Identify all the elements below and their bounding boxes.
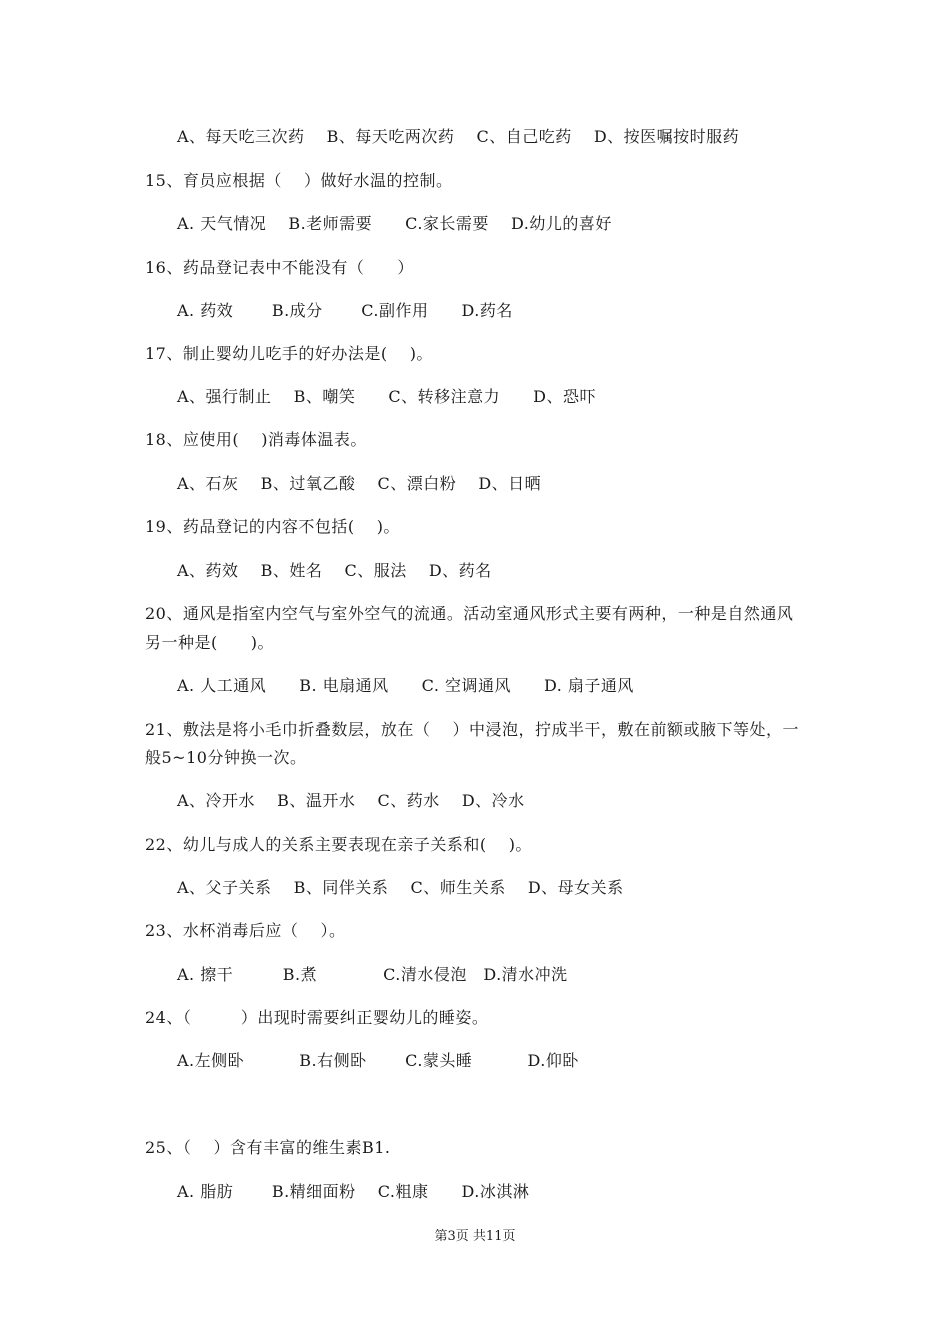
q18-options: A、石灰 B、过氧乙酸 C、漂白粉 D、日晒 [177, 474, 542, 493]
question-24: 24、（ ）出现时需要纠正婴幼儿的睡姿。 [145, 1008, 489, 1027]
question-25: 25、（ ）含有丰富的维生素B1. [145, 1138, 391, 1157]
question-17: 17、制止婴幼儿吃手的好办法是( )。 [145, 344, 433, 363]
question-23: 23、水杯消毒后应（ ）。 [145, 921, 346, 940]
q17-options: A、强行制止 B、嘲笑 C、转移注意力 D、恐吓 [177, 387, 596, 406]
q23-options: A. 擦干 B.煮 C.清水侵泡 D.清水冲洗 [177, 965, 568, 984]
q16-options: A. 药效 B.成分 C.副作用 D.药名 [177, 301, 513, 320]
question-21-line-2: 般5~10分钟换一次。 [145, 748, 307, 767]
question-15: 15、育员应根据（ ）做好水温的控制。 [145, 171, 453, 190]
q20-options: A. 人工通风 B. 电扇通风 C. 空调通风 D. 扇子通风 [177, 676, 634, 695]
q24-options: A.左侧卧 B.右侧卧 C.蒙头睡 D.仰卧 [177, 1051, 579, 1070]
q15-options: A. 天气情况 B.老师需要 C.家长需要 D.幼儿的喜好 [177, 214, 612, 233]
question-19: 19、药品登记的内容不包括( )。 [145, 517, 400, 536]
question-22: 22、幼儿与成人的关系主要表现在亲子关系和( )。 [145, 835, 532, 854]
q14-options: A、每天吃三次药 B、每天吃两次药 C、自己吃药 D、按医嘱按时服药 [177, 127, 740, 146]
q25-options: A. 脂肪 B.精细面粉 C.粗康 D.冰淇淋 [177, 1182, 530, 1201]
page-number-footer: 第3页 共11页 [434, 1229, 516, 1244]
question-18: 18、应使用( )消毒体温表。 [145, 430, 367, 449]
q21-options: A、冷开水 B、温开水 C、药水 D、冷水 [177, 791, 525, 810]
question-20-line-2: 另一种是( )。 [145, 633, 274, 652]
q19-options: A、药效 B、姓名 C、服法 D、药名 [177, 561, 492, 580]
q22-options: A、父子关系 B、同伴关系 C、师生关系 D、母女关系 [177, 878, 624, 897]
question-21-line-1: 21、敷法是将小毛巾折叠数层，放在（ ）中浸泡，拧成半干，敷在前额或腋下等处，一 [145, 720, 799, 739]
question-16: 16、药品登记表中不能没有（ ） [145, 258, 414, 277]
question-20-line-1: 20、通风是指室内空气与室外空气的流通。活动室通风形式主要有两种，一种是自然通风 [145, 604, 794, 623]
